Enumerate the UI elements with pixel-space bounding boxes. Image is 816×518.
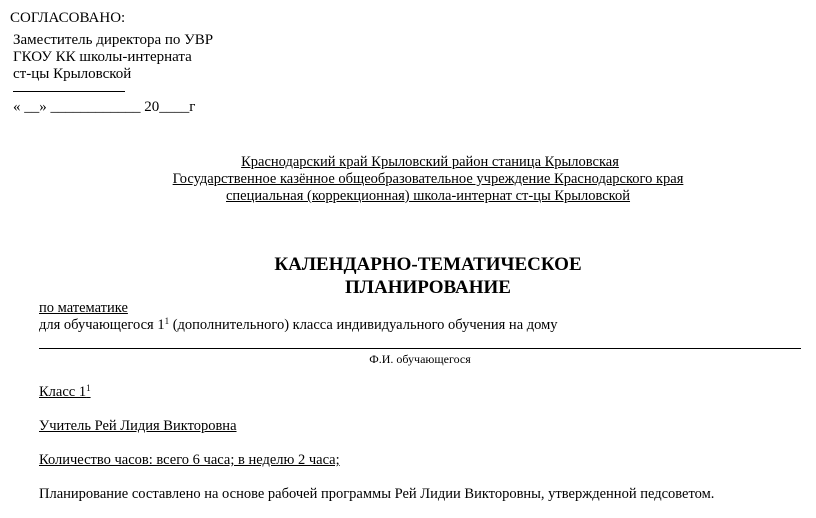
approval-date-line: « __» ____________ 20____г xyxy=(13,99,196,115)
school-type: специальная (коррекционная) школа-интернат ст-цы Крыловской xyxy=(225,188,631,204)
class-label: Класс 1 xyxy=(39,384,87,400)
school-institution: Государственное казённое общеобразовательное учреждение Краснодарского края xyxy=(172,171,684,187)
audience-line xyxy=(39,317,558,334)
student-name-caption: Ф.И. обучающегося xyxy=(369,352,471,366)
audience-superscript: 1 xyxy=(164,316,170,326)
audience-prefix: для обучающегося 1 xyxy=(39,317,165,333)
audience-suffix: (дополнительного) класса индивидуального обучения на дому xyxy=(169,317,558,333)
approval-location: ст-цы Крыловской xyxy=(13,66,132,82)
approval-organization: ГКОУ КК школы-интерната xyxy=(13,49,192,65)
class-line xyxy=(39,384,91,401)
title-line-2: ПЛАНИРОВАНИЕ xyxy=(345,277,511,298)
hours-line: Количество часов: всего 6 часа; в неделю 2 часа; xyxy=(39,452,340,468)
class-superscript: 1 xyxy=(86,383,91,393)
signature-line xyxy=(13,91,125,92)
basis-line: Планирование составлено на основе рабочей программы Рей Лидии Викторовны, утвержденной педсоветом. xyxy=(39,486,715,502)
teacher-line: Учитель Рей Лидия Викторовна xyxy=(39,418,237,434)
approval-title: СОГЛАСОВАНО: xyxy=(10,10,126,26)
subject-line: по математике xyxy=(39,300,128,316)
approval-position: Заместитель директора по УВР xyxy=(13,32,214,48)
title-line-1: КАЛЕНДАРНО-ТЕМАТИЧЕСКОЕ xyxy=(274,254,582,275)
school-region: Краснодарский край Крыловский район станица Крыловская xyxy=(241,154,619,170)
student-name-line xyxy=(39,348,801,349)
